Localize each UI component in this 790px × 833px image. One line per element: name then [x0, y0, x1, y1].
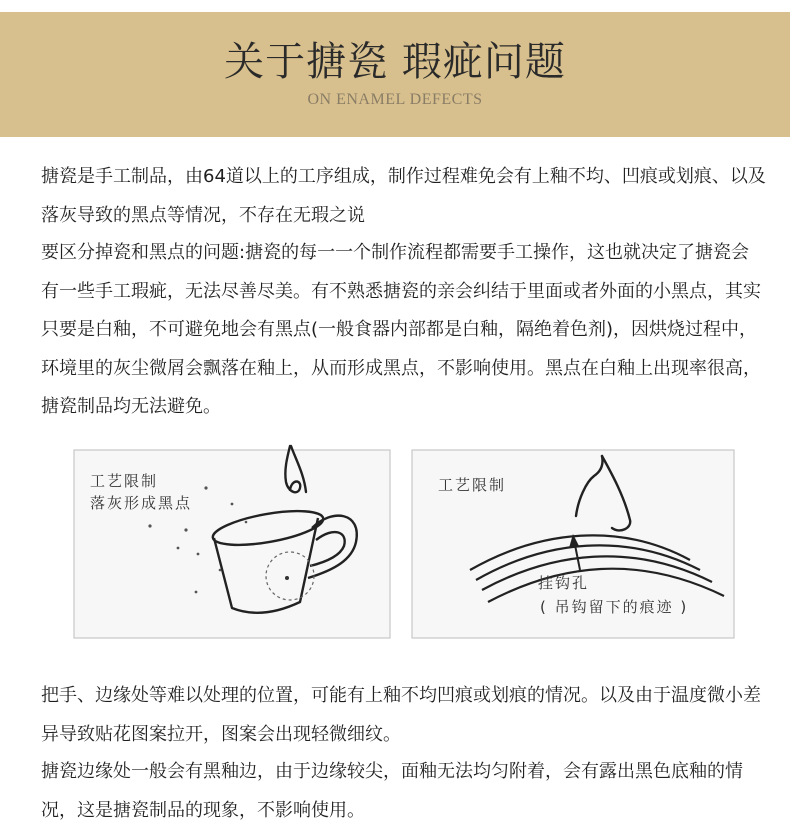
paragraph-black-rim: 搪瓷边缘处一般会有黑釉边，由于边缘较尖，面釉无法均匀附着，会有露出黑色底釉的情况，这是搪瓷制品的现象，不影响使用。	[41, 761, 743, 821]
hook-hole-illustration	[412, 450, 734, 638]
paragraph-handle-edges: 把手、边缘处等难以处理的位置，可能有上釉不均凹痕或划痕的情况。以及由于温度微小差异导致贴花图案拉开，图案会出现轻微细纹。	[41, 685, 761, 745]
hook-hole-label: 挂钩孔	[538, 574, 590, 592]
defect-illustrations	[0, 430, 790, 655]
paragraph-black-spots: 要区分掉瓷和黑点的问题:搪瓷的每一一个制作流程都需要手工操作，这也就决定了搪瓷会有一些手工瑕疵，无法尽善尽美。有不熟悉搪瓷的亲会纠结于里面或者外面的小黑点，其实只要是白釉，不可避免地会有黑点(一般食器内部都是白釉，隔绝着色剂)，因烘烧过程中，环境里的灰尘微屑会飘落在釉上，从而形成黑点，不影响使用。黑点在白釉上出现率很高，搪瓷制品均无法避免。	[41, 242, 761, 417]
right-label: 工艺限制	[438, 476, 507, 494]
hook-hole-note: ( 吊钩留下的痕迹 )	[540, 598, 689, 616]
left-label-line1: 工艺限制	[90, 472, 159, 490]
dust-spot-illustration	[74, 446, 390, 638]
paragraph-intro: 搪瓷是手工制品，由64道以上的工序组成，制作过程难免会有上釉不均、凹痕或划痕、以及落灰导致的黑点等情况，不存在无瑕之说	[41, 166, 766, 226]
page-subtitle: ON ENAMEL DEFECTS	[307, 91, 483, 108]
page-title: 关于搪瓷 瑕疵问题	[224, 39, 566, 85]
left-label-line2: 落灰形成黑点	[90, 494, 193, 512]
